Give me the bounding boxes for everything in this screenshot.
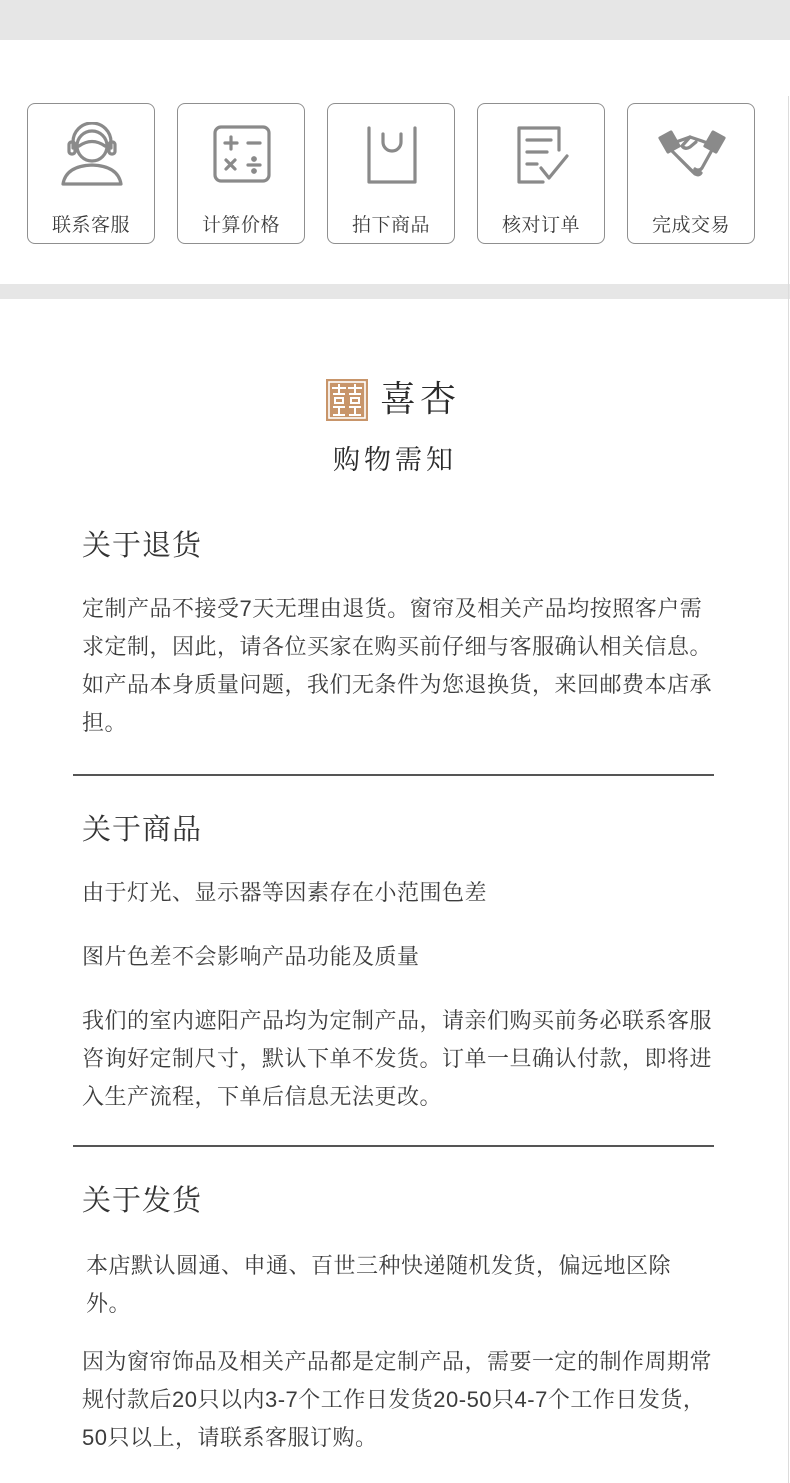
products-paragraph: 图片色差不会影响产品功能及质量 [82,944,420,969]
shipping-paragraph: 因为窗帘饰品及相关产品都是定制产品，需要一定的制作周期常规付款后20只以内3-7个工作日发货20-50只4-7个工作日发货，50只以上，请联系客服订购。 [82,1349,713,1450]
returns-paragraph: 定制产品不接受7天无理由退货。窗帘及相关产品均按照客户需求定制，因此，请各位买家在购买前仔细与客服确认相关信息。如产品本身质量问题，我们无条件为您退换货，来回邮费本店承担。 [82,596,713,735]
step-place-order[interactable] [327,103,455,244]
purchase-steps [27,103,757,247]
divider [73,774,714,776]
right-edge-rule [788,96,789,1483]
page-title: 购物需知 [333,445,457,475]
section-title-returns: 关于退货 [82,530,203,562]
brand-name: 喜杏 [380,379,461,420]
step-label: 完成交易 [651,215,730,236]
step-label: 拍下商品 [351,215,430,236]
step-check-order[interactable] [477,103,605,244]
brand-seal-icon [326,379,368,421]
top-gray-band [0,0,790,40]
order-checklist-icon [507,122,577,188]
section-separator-band [0,284,790,299]
handshake-icon [657,122,727,188]
customer-service-headset-icon [57,122,127,188]
step-label: 联系客服 [51,215,130,236]
step-complete-deal[interactable] [627,103,755,244]
step-calculate-price[interactable] [177,103,305,244]
brand-logo [326,377,476,421]
section-title-shipping: 关于发货 [82,1185,203,1217]
step-label: 核对订单 [501,215,580,236]
shopping-bag-icon [357,122,427,188]
step-contact-service[interactable] [27,103,155,244]
divider [73,1145,714,1147]
products-paragraph: 由于灯光、显示器等因素存在小范围色差 [82,880,488,905]
section-title-products: 关于商品 [82,814,203,846]
shipping-paragraph: 本店默认圆通、申通、百世三种快递随机发货，偏远地区除外。 [86,1253,672,1316]
calculator-icon [207,122,277,188]
step-label: 计算价格 [201,215,280,236]
products-paragraph: 我们的室内遮阳产品均为定制产品，请亲们购买前务必联系客服咨询好定制尺寸，默认下单不发货。订单一旦确认付款，即将进入生产流程，下单后信息无法更改。 [82,1008,713,1109]
